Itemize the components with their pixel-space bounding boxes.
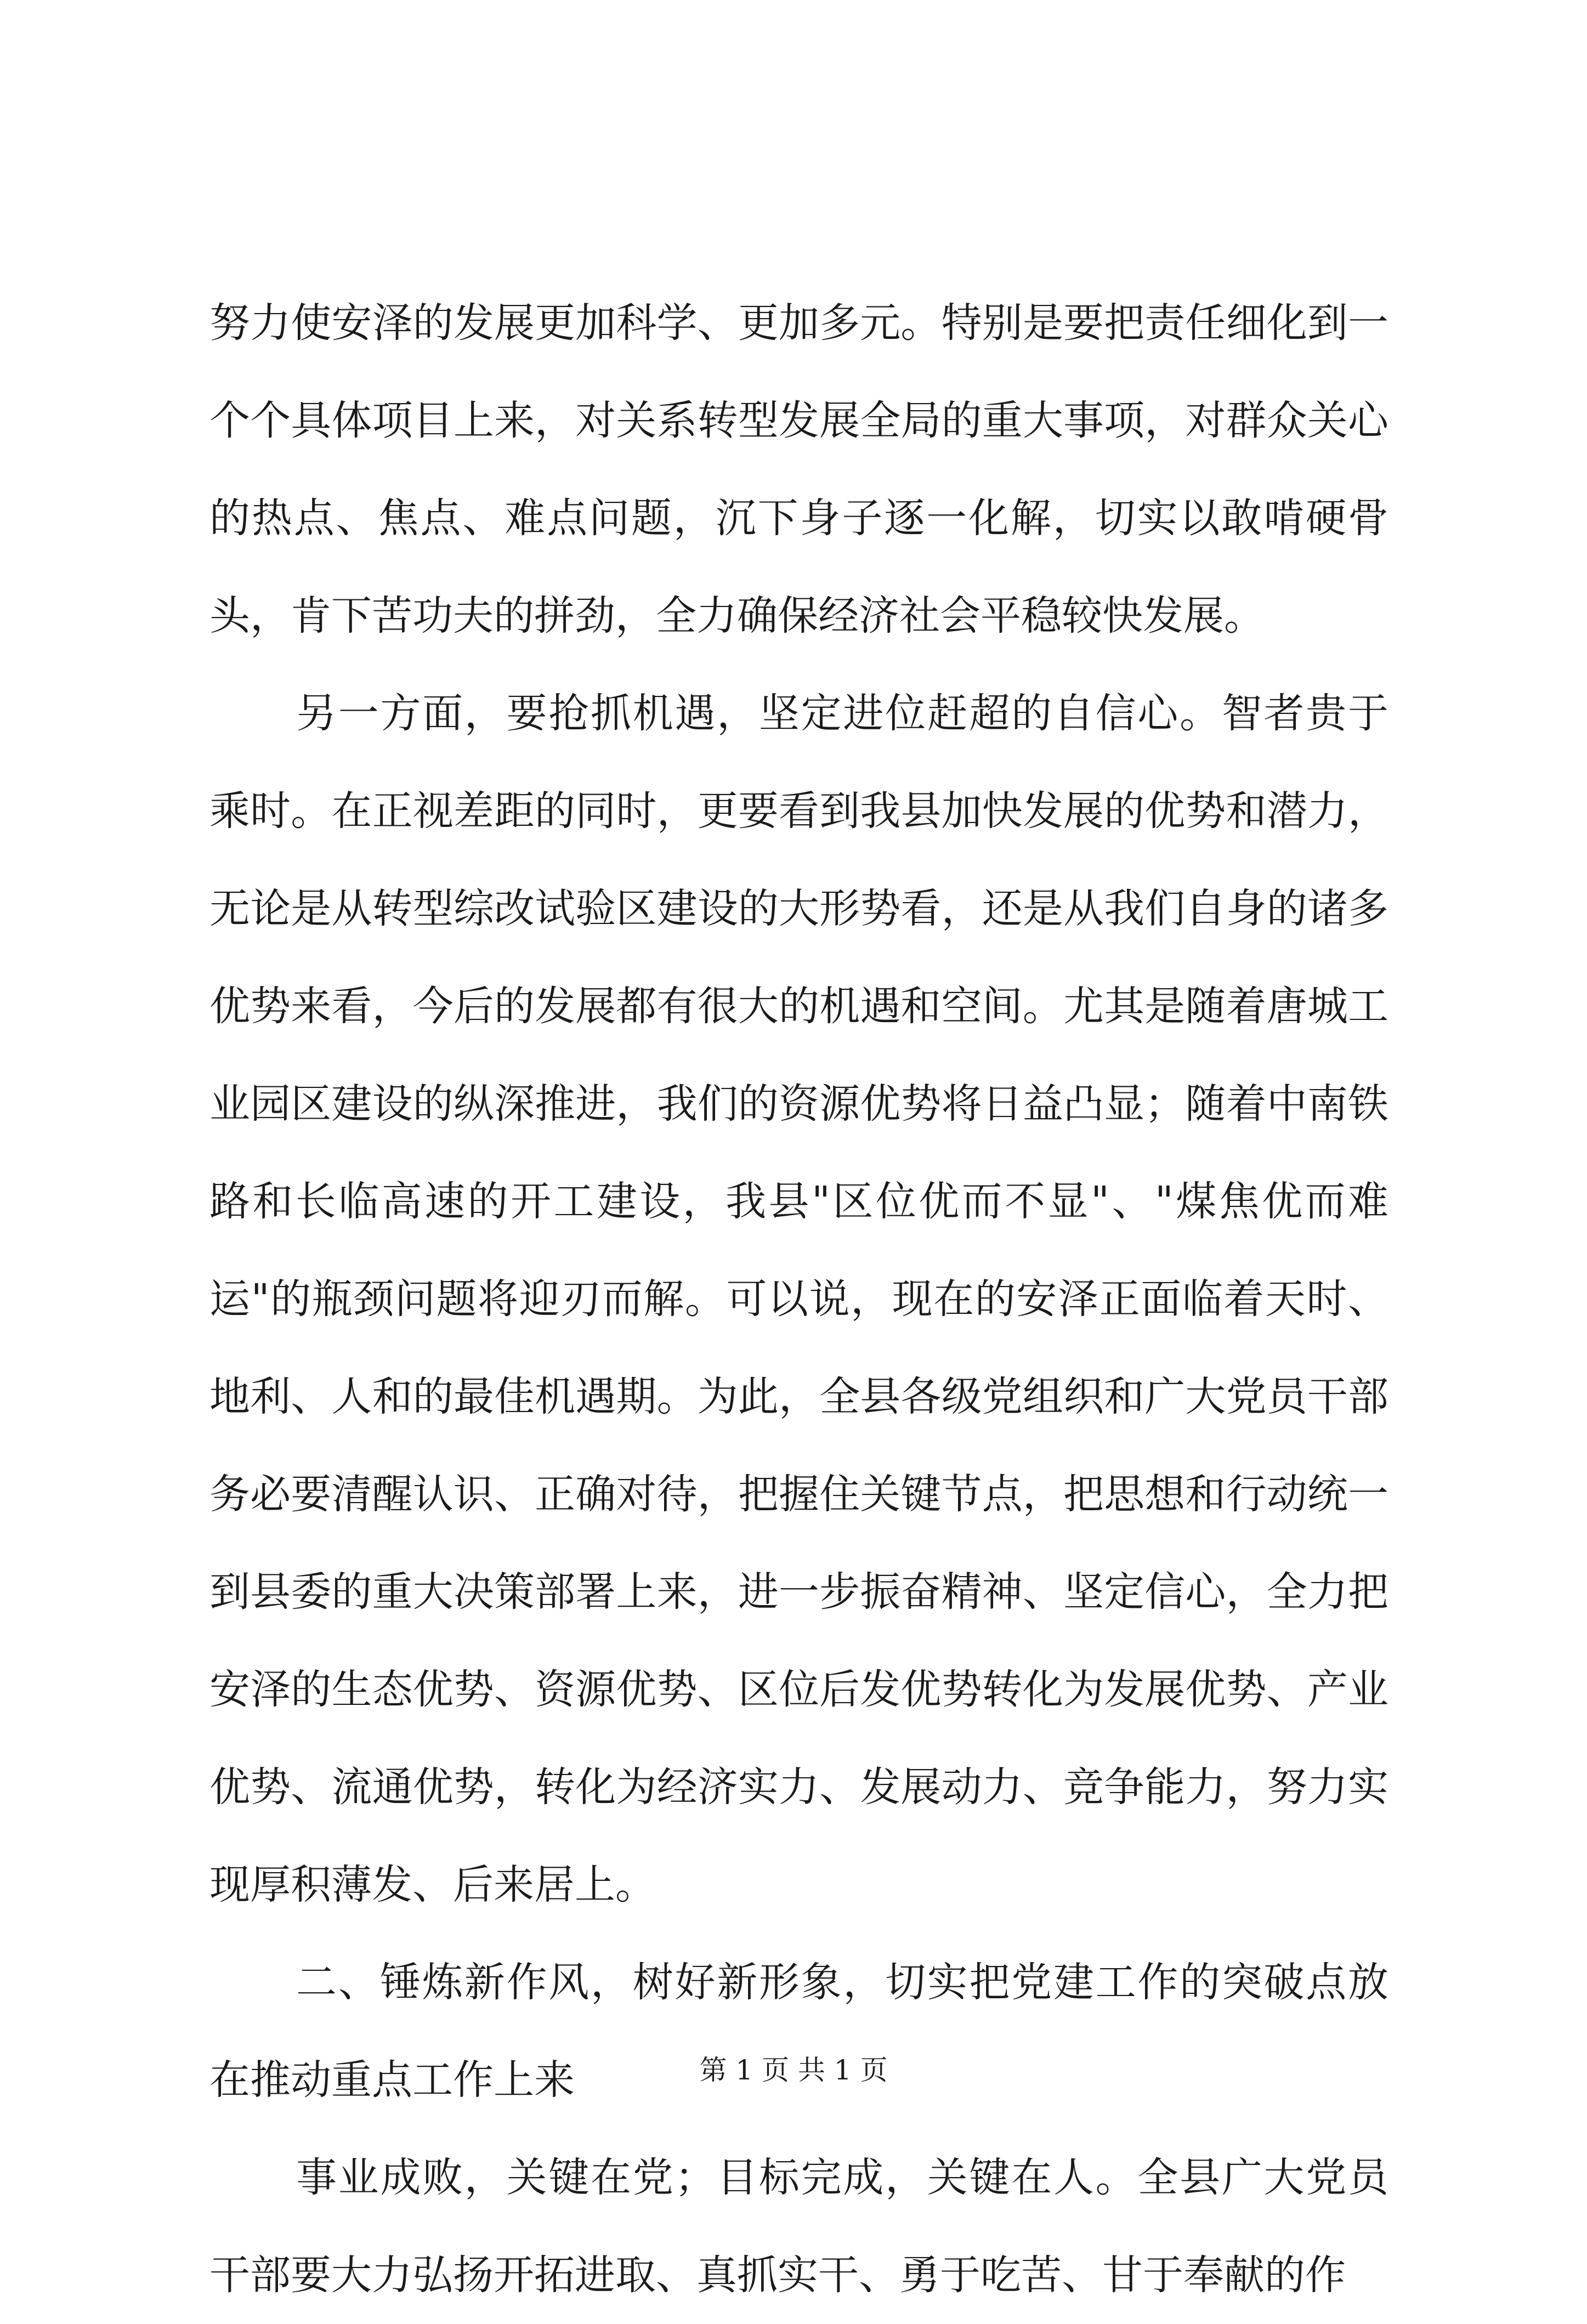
section-heading: 二、锤炼新作风，树好新形象，切实把党建工作的突破点放在推动重点工作上来 xyxy=(209,1959,1388,2104)
paragraph-1: 努力使安泽的发展更加科学、更加多元。特别是要把责任细化到一个个具体项目上来，对关系转型发展全局的重大事项，对群众关心的热点、焦点、难点问题，沉下身子逐一化解，切实以敢啃硬骨头，肯下苦功夫的拼劲，全力确保经济社会平稳较快发展。 xyxy=(209,299,1388,639)
page-footer: 第 1 页 共 1 页 xyxy=(699,2054,888,2086)
document-body xyxy=(209,274,1388,2324)
paragraph-2: 另一方面，要抢抓机遇，坚定进位赶超的自信心。智者贵于乘时。在正视差距的同时，更要看到我县加快发展的优势和潜力，无论是从转型综改试验区建设的大形势看，还是从我们自身的诸多优势来看，今后的发展都有很大的机遇和空间。尤其是随着唐城工业园区建设的纵深推进，我们的资源优势将日益凸显；随着中南铁路和长临高速的开工建设，我县"区位优而不显"、"煤焦优而难运"的瓶颈问题将迎刃而解。可以说，现在的安泽正面临着天时、地利、人和的最佳机遇期。为此，全县各级党组织和广大党员干部务必要清醒认识、正确对待，把握住关键节点，把思想和行动统一到县委的重大决策部署上来，进一步振奋精神、坚定信心，全力把安泽的生态优势、资源优势、区位后发优势转化为发展优势、产业优势、流通优势，转化为经济实力、发展动力、竞争能力，努力实现厚积薄发、后来居上。 xyxy=(209,690,1388,1908)
paragraph-3: 事业成败，关键在党；目标完成，关键在人。全县广大党员干部要大力弘扬开拓进取、真抓实干、勇于吃苦、甘于奉献的作 xyxy=(209,2154,1388,2299)
